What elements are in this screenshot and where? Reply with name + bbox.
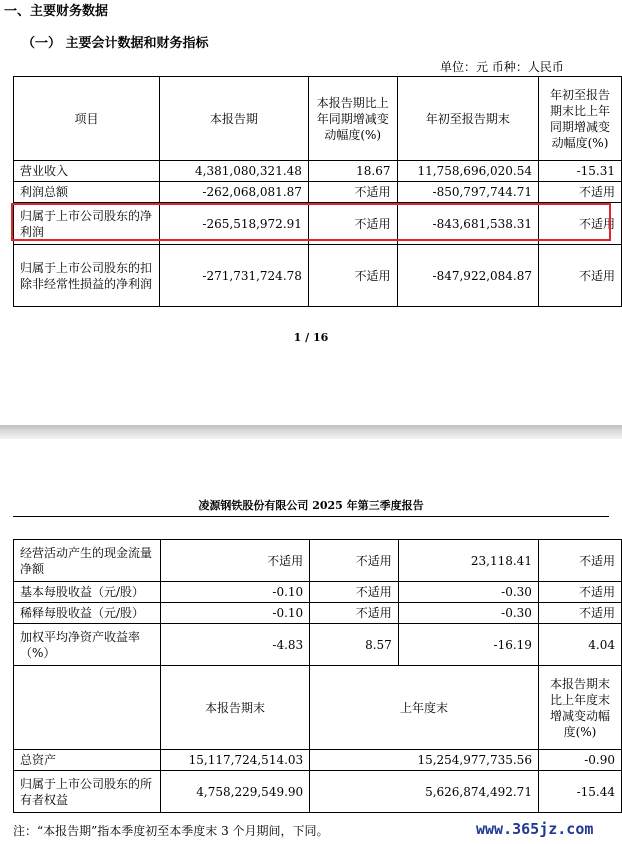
- row-ytd-yoy: 4.04: [538, 624, 621, 666]
- row-change: -0.90: [538, 750, 621, 771]
- row-item: 归属于上市公司股东的所有者权益: [14, 771, 161, 813]
- header-ytd-yoy: 年初至报告期末比上年同期增减变动幅度(%): [539, 77, 622, 161]
- header-empty: [14, 666, 161, 750]
- watermark-logo: www.365jz.com: [476, 820, 594, 838]
- table-row: [14, 540, 622, 582]
- table-row: [14, 750, 622, 771]
- row-current: 4,381,080,321.48: [159, 161, 308, 182]
- row-yoy: 不适用: [310, 603, 399, 624]
- financial-table-bottom: [13, 539, 622, 813]
- row-item: 归属于上市公司股东的扣除非经常性损益的净利润: [14, 245, 160, 307]
- table-row: [14, 603, 622, 624]
- row-item: 归属于上市公司股东的净利润: [14, 203, 160, 245]
- row-yoy: 不适用: [310, 540, 399, 582]
- row-yoy: 不适用: [308, 182, 397, 203]
- row-ytd-yoy: 不适用: [538, 540, 621, 582]
- row-current: -265,518,972.91: [159, 203, 308, 245]
- row-current: 不适用: [160, 540, 309, 582]
- row-item: 利润总额: [14, 182, 160, 203]
- row-ytd: -847,922,084.87: [397, 245, 539, 307]
- row-item: 经营活动产生的现金流量净额: [14, 540, 161, 582]
- header-change: 本报告期末比上年度末增减变动幅度(%): [538, 666, 621, 750]
- row-ytd: -0.30: [398, 603, 538, 624]
- row-item: 营业收入: [14, 161, 160, 182]
- table-row: [14, 771, 622, 813]
- row-ytd: 11,758,696,020.54: [397, 161, 539, 182]
- subsection-title: （一） 主要会计数据和财务指标: [22, 36, 209, 51]
- row-ytd: 23,118.41: [398, 540, 538, 582]
- financial-table-top: [13, 76, 622, 307]
- row-change: -15.44: [538, 771, 621, 813]
- header-yoy: 本报告期比上年同期增减变动幅度(%): [308, 77, 397, 161]
- table-header-row: [14, 77, 622, 161]
- row-item: 稀释每股收益（元/股）: [14, 603, 161, 624]
- header-current: 本报告期: [159, 77, 308, 161]
- table-row: [14, 624, 622, 666]
- footnote: 注：“本报告期”指本季度初至本季度末 3 个月期间，下同。: [13, 824, 329, 838]
- row-ytd: -843,681,538.31: [397, 203, 539, 245]
- row-ytd-yoy: 不适用: [539, 245, 622, 307]
- row-yoy: 不适用: [308, 245, 397, 307]
- row-item: 加权平均净资产收益率（%）: [14, 624, 161, 666]
- table-row: [14, 582, 622, 603]
- row-ytd: -0.30: [398, 582, 538, 603]
- row-ytd: -16.19: [398, 624, 538, 666]
- row-current: -0.10: [160, 603, 309, 624]
- row-last-year-end: 5,626,874,492.71: [310, 771, 539, 813]
- row-ytd: -850,797,744.71: [397, 182, 539, 203]
- row-ytd-yoy: 不适用: [538, 603, 621, 624]
- row-current: -262,068,081.87: [159, 182, 308, 203]
- row-yoy: 8.57: [310, 624, 399, 666]
- page-number: 1 / 16: [293, 331, 329, 344]
- row-yoy: 18.67: [308, 161, 397, 182]
- row-ytd-yoy: 不适用: [538, 582, 621, 603]
- table-header-row: [14, 666, 622, 750]
- table-row: [14, 182, 622, 203]
- row-period-end: 4,758,229,549.90: [160, 771, 309, 813]
- row-item: 总资产: [14, 750, 161, 771]
- highlight-box: [11, 203, 611, 241]
- row-current: -0.10: [160, 582, 309, 603]
- page-separator: [0, 425, 622, 439]
- header-ytd: 年初至报告期末: [397, 77, 539, 161]
- row-last-year-end: 15,254,977,735.56: [310, 750, 539, 771]
- row-current: -4.83: [160, 624, 309, 666]
- unit-line: 单位：元 币种：人民币: [440, 60, 564, 74]
- row-item: 基本每股收益（元/股）: [14, 582, 161, 603]
- row-period-end: 15,117,724,514.03: [160, 750, 309, 771]
- table-row: [14, 245, 622, 307]
- row-ytd-yoy: 不适用: [539, 203, 622, 245]
- header-last-year-end: 上年度末: [310, 666, 539, 750]
- header-item: 项目: [14, 77, 160, 161]
- table-row: [14, 161, 622, 182]
- title-rule: [13, 516, 609, 517]
- row-ytd-yoy: -15.31: [539, 161, 622, 182]
- row-current: -271,731,724.78: [159, 245, 308, 307]
- header-period-end: 本报告期末: [160, 666, 309, 750]
- row-ytd-yoy: 不适用: [539, 182, 622, 203]
- row-yoy: 不适用: [308, 203, 397, 245]
- report-title: 凌源钢铁股份有限公司 2025 年第三季度报告: [198, 499, 424, 512]
- row-yoy: 不适用: [310, 582, 399, 603]
- section-title: 一、主要财务数据: [4, 4, 109, 19]
